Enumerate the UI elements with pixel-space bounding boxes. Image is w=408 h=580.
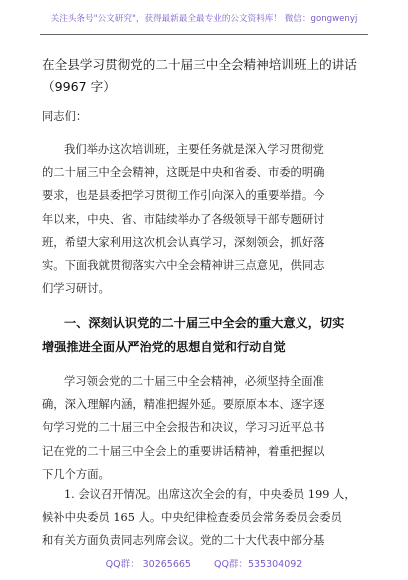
paragraph-line: 学习领会党的二十届三中全会精神，必须坚持全面准 — [64, 375, 324, 388]
document-title — [42, 54, 372, 98]
paragraph-line: 我们举办这次培训班，主要任务就是深入学习贯彻党 — [64, 143, 324, 156]
paragraph-line: 要求，也是县委把学习贯彻工作引向深入的重要举措。今 — [42, 189, 325, 203]
section-1-item-1 — [42, 483, 372, 553]
paragraph-line: 确，深入理解内涵，精准把握外延。要原原本本、逐字逐 — [42, 398, 325, 412]
paragraph-line: 们学习研讨。 — [42, 282, 110, 296]
title-word-count: （9967 字） — [42, 79, 116, 94]
paragraph-line: 1. 会议召开情况。出席这次全会的有，中央委员 199 人， — [64, 488, 356, 501]
paragraph-line: 句学习党的二十届三中全会报告和决议，学习习近平总书 — [42, 421, 325, 435]
paragraph-line: 记在党的二十届三中全会上的重要讲话精神，着重把握以 — [42, 444, 325, 458]
footer-qq-group-1: QQ群： 30265665 — [105, 559, 191, 570]
title-line-1: 在全县学习贯彻党的二十届三中全会精神培训班上的讲话 — [42, 57, 357, 72]
paragraph-line: 和有关方面负责同志列席会议。党的二十大代表中部分基 — [42, 534, 325, 548]
header-banner: 关注头条号"公文研究"，获得最新最全最专业的公文资料库！ 微信：gongwenyj — [50, 14, 358, 24]
paragraph-line: 班，希望大家利用这次机会认真学习，深刻领会，抓好落 — [42, 235, 325, 249]
paragraph-line: 的二十届三中全会精神，这既是中央和省委、市委的明确 — [42, 166, 325, 180]
heading-line: 一、深刻认识党的二十届三中全会的重大意义，切实 — [64, 316, 345, 330]
paragraph-line: 实。下面我就贯彻落实六中全会精神讲三点意见，供同志 — [42, 259, 325, 273]
paragraph-line: 下几个方面。 — [42, 467, 110, 481]
paragraph-line: 年以来，中央、省、市陆续举办了各级领导干部专题研讨 — [42, 212, 325, 226]
section-1-paragraph — [42, 370, 372, 486]
section-1-heading — [42, 312, 372, 359]
footer-qq-group-2: QQ群：535304092 — [214, 559, 303, 570]
header-divider — [40, 34, 368, 35]
heading-line: 增强推进全面从严治党的思想自觉和行动自觉 — [42, 339, 286, 354]
intro-paragraph — [42, 138, 372, 300]
salutation: 同志们： — [42, 110, 88, 123]
footer-contacts — [0, 556, 408, 570]
paragraph-line: 候补中央委员 165 人。中央纪律检查委员会常务委员会委员 — [42, 511, 342, 525]
